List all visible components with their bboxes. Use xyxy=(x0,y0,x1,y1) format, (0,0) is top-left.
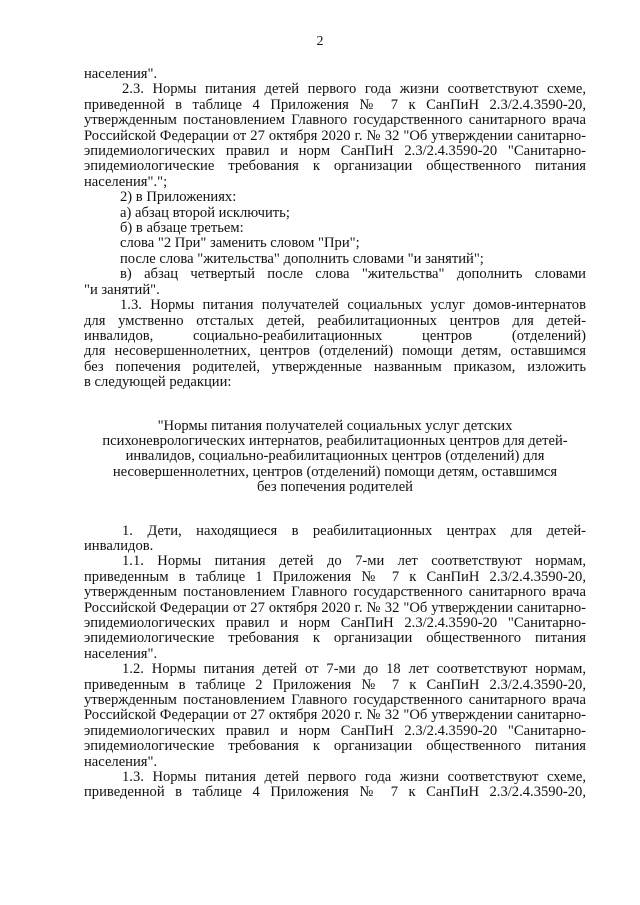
text-line: слова "2 При" заменить словом "При"; xyxy=(120,235,360,252)
text-line: инвалидов, социально-реабилитационных центров (отделений) для xyxy=(125,448,545,465)
text-line: "и занятий". xyxy=(84,281,160,298)
paragraph xyxy=(84,82,586,190)
text-line: утвержденным постановлением Главного государственного санитарного врача xyxy=(84,112,586,129)
text-line: эпидемиологических правил и норм СанПиН 2.3/2.4.3590-20 "Санитарно- xyxy=(84,143,586,160)
paragraph xyxy=(84,221,586,236)
text-line: 1.2. Нормы питания детей от 7-ми до 18 лет соответствуют нормам, xyxy=(122,661,586,678)
paragraph xyxy=(84,252,586,267)
paragraph xyxy=(84,298,586,390)
paragraph xyxy=(84,770,586,801)
text-line: утвержденным постановлением Главного государственного санитарного врача xyxy=(84,692,586,709)
text-line: населения"."; xyxy=(84,173,168,190)
paragraph xyxy=(84,190,586,205)
paragraph xyxy=(84,267,586,298)
paragraph-gap xyxy=(84,496,586,510)
paragraph-gap xyxy=(84,391,586,405)
text-line: 1.3. Нормы питания получателей социальных услуг домов-интернатов xyxy=(120,297,586,314)
text-line: а) абзац второй исключить; xyxy=(120,204,290,221)
text-line: несовершеннолетних, центров (отделений) помощи детям, оставшимся xyxy=(112,463,558,480)
paragraph xyxy=(84,419,586,496)
text-line: для несовершеннолетних, центров (отделений) помощи детям, оставшимся xyxy=(84,343,586,360)
text-line: 1. Дети, находящиеся в реабилитационных центрах для детей- xyxy=(122,522,586,539)
text-line: инвалидов, социально-реабилитационных центров (отделений) xyxy=(84,327,586,344)
text-line: б) в абзаце третьем: xyxy=(120,220,244,237)
text-line: утвержденным постановлением Главного государственного санитарного врача xyxy=(84,584,586,601)
text-line: эпидемиологические требования к организации общественного питания xyxy=(84,158,586,175)
paragraph xyxy=(84,206,586,221)
text-line: населения". xyxy=(84,66,158,82)
text-line: 2.3. Нормы питания детей первого года жизни соответствуют схеме, xyxy=(122,81,586,98)
text-line: 1.3. Нормы питания детей первого года жизни соответствуют схеме, xyxy=(122,769,586,786)
paragraph-gap xyxy=(84,510,586,524)
text-line: эпидемиологические требования к организации общественного питания xyxy=(84,630,586,647)
text-line: приведенной в таблице 4 Приложения № 7 к СанПиН 2.3/2.4.3590-20, xyxy=(84,784,586,801)
text-line: в следующей редакции: xyxy=(84,374,232,391)
text-line: приведенным в таблице 2 Приложения № 7 к СанПиН 2.3/2.4.3590-20, xyxy=(84,676,586,693)
page-number: 2 xyxy=(316,34,324,49)
text-line: населения". xyxy=(84,753,158,770)
text-line: в) абзац четвертый после слова "жительства" дополнить словами xyxy=(120,266,586,283)
text-line: эпидемиологические требования к организации общественного питания xyxy=(84,738,586,755)
text-line: для умственно отсталых детей, реабилитационных центров для детей- xyxy=(84,312,586,329)
paragraph xyxy=(84,554,586,662)
document-body xyxy=(84,67,586,801)
text-line: без попечения родителей, утвержденные названным приказом, изложить xyxy=(84,358,586,375)
text-line: эпидемиологических правил и норм СанПиН 2.3/2.4.3590-20 "Санитарно- xyxy=(84,722,586,739)
text-line: 2) в Приложениях: xyxy=(120,189,237,206)
paragraph xyxy=(84,662,586,770)
text-line: Российской Федерации от 27 октября 2020 г. № 32 "Об утверждении санитарно- xyxy=(84,127,586,144)
text-line: Российской Федерации от 27 октября 2020 г. № 32 "Об утверждении санитарно- xyxy=(84,707,586,724)
text-line: 1.1. Нормы питания детей до 7-ми лет соответствуют нормам, xyxy=(122,553,586,570)
text-line: без попечения родителей xyxy=(257,479,413,496)
paragraph xyxy=(84,67,586,82)
text-line: приведенным в таблице 1 Приложения № 7 к СанПиН 2.3/2.4.3590-20, xyxy=(84,568,586,585)
text-line: после слова "жительства" дополнить словами "и занятий"; xyxy=(120,250,484,267)
paragraph xyxy=(84,236,586,251)
text-line: населения". xyxy=(84,645,158,662)
text-line: приведенной в таблице 4 Приложения № 7 к СанПиН 2.3/2.4.3590-20, xyxy=(84,96,586,113)
text-line: эпидемиологических правил и норм СанПиН 2.3/2.4.3590-20 "Санитарно- xyxy=(84,615,586,631)
paragraph xyxy=(84,524,586,555)
paragraph-gap xyxy=(84,405,586,419)
text-line: инвалидов. xyxy=(84,537,154,554)
text-line: "Нормы питания получателей социальных услуг детских xyxy=(157,417,513,434)
text-line: Российской Федерации от 27 октября 2020 г. № 32 "Об утверждении санитарно- xyxy=(84,599,586,616)
text-line: психоневрологических интернатов, реабилитационных центров для детей- xyxy=(102,432,568,449)
